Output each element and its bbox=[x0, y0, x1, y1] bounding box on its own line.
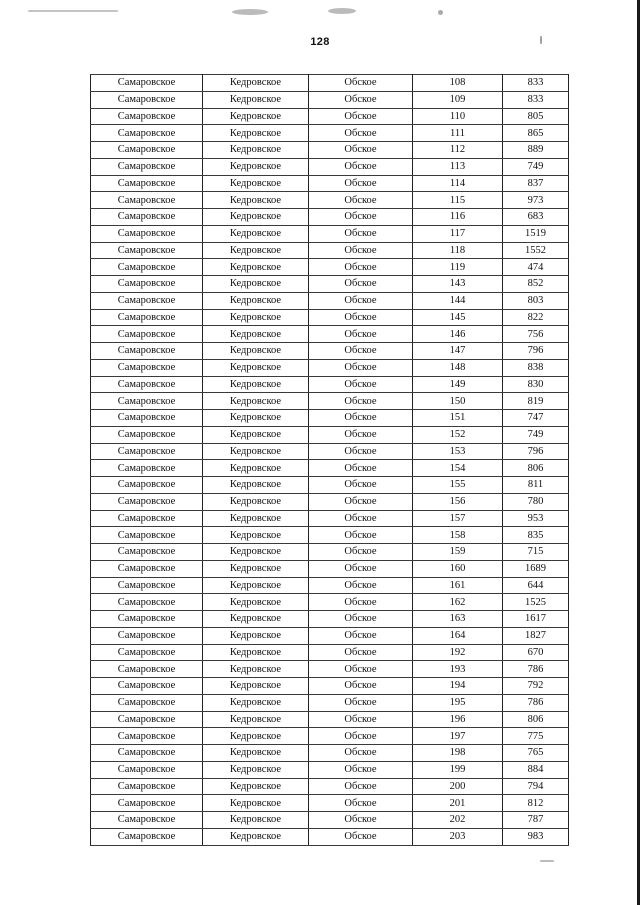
cell-location: Обское bbox=[309, 544, 413, 561]
cell-location: Обское bbox=[309, 594, 413, 611]
cell-district: Самаровское bbox=[91, 477, 203, 494]
cell-district: Самаровское bbox=[91, 410, 203, 427]
table-row bbox=[91, 142, 569, 159]
cell-subdistrict: Кедровское bbox=[203, 142, 309, 159]
cell-district: Самаровское bbox=[91, 493, 203, 510]
cell-district: Самаровское bbox=[91, 376, 203, 393]
cell-subdistrict: Кедровское bbox=[203, 611, 309, 628]
cell-subdistrict: Кедровское bbox=[203, 694, 309, 711]
cell-location: Обское bbox=[309, 158, 413, 175]
cell-plot-number: 108 bbox=[413, 75, 503, 92]
cell-plot-number: 162 bbox=[413, 594, 503, 611]
table-row bbox=[91, 125, 569, 142]
cell-district: Самаровское bbox=[91, 812, 203, 829]
table-row bbox=[91, 426, 569, 443]
table-row bbox=[91, 761, 569, 778]
cell-area: 796 bbox=[503, 443, 569, 460]
cell-district: Самаровское bbox=[91, 510, 203, 527]
cell-area: 1617 bbox=[503, 611, 569, 628]
cell-subdistrict: Кедровское bbox=[203, 225, 309, 242]
cell-subdistrict: Кедровское bbox=[203, 778, 309, 795]
cell-subdistrict: Кедровское bbox=[203, 560, 309, 577]
cell-subdistrict: Кедровское bbox=[203, 460, 309, 477]
cell-district: Самаровское bbox=[91, 158, 203, 175]
plot-table-body bbox=[91, 75, 569, 846]
cell-district: Самаровское bbox=[91, 611, 203, 628]
cell-district: Самаровское bbox=[91, 242, 203, 259]
table-row bbox=[91, 75, 569, 92]
cell-area: 683 bbox=[503, 209, 569, 226]
table-row bbox=[91, 393, 569, 410]
table-row bbox=[91, 158, 569, 175]
cell-plot-number: 152 bbox=[413, 426, 503, 443]
table-row bbox=[91, 410, 569, 427]
cell-location: Обское bbox=[309, 812, 413, 829]
table-row bbox=[91, 108, 569, 125]
cell-district: Самаровское bbox=[91, 544, 203, 561]
cell-district: Самаровское bbox=[91, 225, 203, 242]
table-row bbox=[91, 678, 569, 695]
table-row bbox=[91, 309, 569, 326]
cell-subdistrict: Кедровское bbox=[203, 527, 309, 544]
cell-plot-number: 111 bbox=[413, 125, 503, 142]
cell-area: 837 bbox=[503, 175, 569, 192]
cell-location: Обское bbox=[309, 276, 413, 293]
cell-subdistrict: Кедровское bbox=[203, 443, 309, 460]
table-row bbox=[91, 175, 569, 192]
cell-plot-number: 156 bbox=[413, 493, 503, 510]
cell-subdistrict: Кедровское bbox=[203, 393, 309, 410]
cell-district: Самаровское bbox=[91, 728, 203, 745]
cell-subdistrict: Кедровское bbox=[203, 761, 309, 778]
cell-district: Самаровское bbox=[91, 527, 203, 544]
cell-area: 749 bbox=[503, 158, 569, 175]
cell-district: Самаровское bbox=[91, 259, 203, 276]
cell-plot-number: 153 bbox=[413, 443, 503, 460]
table-row bbox=[91, 343, 569, 360]
cell-plot-number: 109 bbox=[413, 91, 503, 108]
cell-location: Обское bbox=[309, 728, 413, 745]
cell-plot-number: 146 bbox=[413, 326, 503, 343]
cell-area: 806 bbox=[503, 460, 569, 477]
cell-area: 973 bbox=[503, 192, 569, 209]
cell-subdistrict: Кедровское bbox=[203, 728, 309, 745]
table-row bbox=[91, 577, 569, 594]
cell-subdistrict: Кедровское bbox=[203, 426, 309, 443]
table-row bbox=[91, 276, 569, 293]
cell-area: 765 bbox=[503, 745, 569, 762]
cell-plot-number: 149 bbox=[413, 376, 503, 393]
cell-area: 889 bbox=[503, 142, 569, 159]
cell-plot-number: 164 bbox=[413, 627, 503, 644]
cell-area: 1552 bbox=[503, 242, 569, 259]
cell-subdistrict: Кедровское bbox=[203, 108, 309, 125]
cell-district: Самаровское bbox=[91, 108, 203, 125]
cell-district: Самаровское bbox=[91, 393, 203, 410]
cell-subdistrict: Кедровское bbox=[203, 326, 309, 343]
cell-subdistrict: Кедровское bbox=[203, 158, 309, 175]
cell-area: 794 bbox=[503, 778, 569, 795]
table-row bbox=[91, 728, 569, 745]
cell-area: 715 bbox=[503, 544, 569, 561]
cell-plot-number: 196 bbox=[413, 711, 503, 728]
table-row bbox=[91, 493, 569, 510]
cell-location: Обское bbox=[309, 493, 413, 510]
cell-location: Обское bbox=[309, 91, 413, 108]
table-row bbox=[91, 209, 569, 226]
cell-plot-number: 163 bbox=[413, 611, 503, 628]
cell-location: Обское bbox=[309, 627, 413, 644]
cell-location: Обское bbox=[309, 242, 413, 259]
cell-area: 833 bbox=[503, 75, 569, 92]
cell-subdistrict: Кедровское bbox=[203, 493, 309, 510]
table-row bbox=[91, 192, 569, 209]
cell-district: Самаровское bbox=[91, 627, 203, 644]
cell-subdistrict: Кедровское bbox=[203, 410, 309, 427]
table-row bbox=[91, 812, 569, 829]
table-row bbox=[91, 694, 569, 711]
cell-plot-number: 151 bbox=[413, 410, 503, 427]
cell-area: 1525 bbox=[503, 594, 569, 611]
cell-plot-number: 117 bbox=[413, 225, 503, 242]
cell-plot-number: 195 bbox=[413, 694, 503, 711]
cell-area: 786 bbox=[503, 661, 569, 678]
cell-plot-number: 198 bbox=[413, 745, 503, 762]
cell-location: Обское bbox=[309, 611, 413, 628]
scan-speck bbox=[540, 860, 554, 862]
cell-area: 670 bbox=[503, 644, 569, 661]
cell-subdistrict: Кедровское bbox=[203, 661, 309, 678]
cell-area: 838 bbox=[503, 359, 569, 376]
page-number: 128 bbox=[310, 36, 330, 48]
cell-subdistrict: Кедровское bbox=[203, 91, 309, 108]
cell-location: Обское bbox=[309, 326, 413, 343]
cell-location: Обское bbox=[309, 343, 413, 360]
cell-location: Обское bbox=[309, 577, 413, 594]
cell-plot-number: 157 bbox=[413, 510, 503, 527]
cell-district: Самаровское bbox=[91, 661, 203, 678]
cell-subdistrict: Кедровское bbox=[203, 477, 309, 494]
cell-area: 792 bbox=[503, 678, 569, 695]
cell-subdistrict: Кедровское bbox=[203, 276, 309, 293]
cell-location: Обское bbox=[309, 125, 413, 142]
cell-location: Обское bbox=[309, 75, 413, 92]
cell-district: Самаровское bbox=[91, 125, 203, 142]
cell-location: Обское bbox=[309, 410, 413, 427]
table-row bbox=[91, 460, 569, 477]
table-row bbox=[91, 544, 569, 561]
table-row bbox=[91, 745, 569, 762]
cell-area: 852 bbox=[503, 276, 569, 293]
cell-plot-number: 110 bbox=[413, 108, 503, 125]
cell-district: Самаровское bbox=[91, 745, 203, 762]
cell-location: Обское bbox=[309, 359, 413, 376]
cell-location: Обское bbox=[309, 460, 413, 477]
cell-location: Обское bbox=[309, 259, 413, 276]
cell-district: Самаровское bbox=[91, 326, 203, 343]
cell-subdistrict: Кедровское bbox=[203, 594, 309, 611]
cell-location: Обское bbox=[309, 745, 413, 762]
cell-area: 812 bbox=[503, 795, 569, 812]
cell-plot-number: 150 bbox=[413, 393, 503, 410]
cell-area: 780 bbox=[503, 493, 569, 510]
cell-plot-number: 118 bbox=[413, 242, 503, 259]
cell-subdistrict: Кедровское bbox=[203, 192, 309, 209]
cell-subdistrict: Кедровское bbox=[203, 644, 309, 661]
cell-district: Самаровское bbox=[91, 460, 203, 477]
scan-speck bbox=[232, 9, 268, 15]
table-row bbox=[91, 259, 569, 276]
cell-area: 749 bbox=[503, 426, 569, 443]
cell-subdistrict: Кедровское bbox=[203, 259, 309, 276]
cell-district: Самаровское bbox=[91, 678, 203, 695]
cell-plot-number: 114 bbox=[413, 175, 503, 192]
cell-district: Самаровское bbox=[91, 359, 203, 376]
cell-plot-number: 199 bbox=[413, 761, 503, 778]
table-row bbox=[91, 477, 569, 494]
cell-area: 756 bbox=[503, 326, 569, 343]
cell-district: Самаровское bbox=[91, 75, 203, 92]
cell-plot-number: 147 bbox=[413, 343, 503, 360]
cell-plot-number: 192 bbox=[413, 644, 503, 661]
cell-location: Обское bbox=[309, 443, 413, 460]
cell-plot-number: 200 bbox=[413, 778, 503, 795]
cell-district: Самаровское bbox=[91, 175, 203, 192]
table-row bbox=[91, 527, 569, 544]
cell-district: Самаровское bbox=[91, 276, 203, 293]
cell-location: Обское bbox=[309, 393, 413, 410]
cell-location: Обское bbox=[309, 477, 413, 494]
table-row bbox=[91, 359, 569, 376]
cell-plot-number: 115 bbox=[413, 192, 503, 209]
cell-area: 884 bbox=[503, 761, 569, 778]
table-row bbox=[91, 611, 569, 628]
cell-plot-number: 155 bbox=[413, 477, 503, 494]
cell-plot-number: 116 bbox=[413, 209, 503, 226]
cell-area: 775 bbox=[503, 728, 569, 745]
cell-subdistrict: Кедровское bbox=[203, 343, 309, 360]
cell-district: Самаровское bbox=[91, 443, 203, 460]
cell-subdistrict: Кедровское bbox=[203, 678, 309, 695]
plot-table-grid bbox=[90, 74, 569, 846]
cell-location: Обское bbox=[309, 527, 413, 544]
table-row bbox=[91, 376, 569, 393]
cell-area: 805 bbox=[503, 108, 569, 125]
table-row bbox=[91, 711, 569, 728]
cell-location: Обское bbox=[309, 510, 413, 527]
cell-district: Самаровское bbox=[91, 309, 203, 326]
cell-plot-number: 161 bbox=[413, 577, 503, 594]
cell-district: Самаровское bbox=[91, 426, 203, 443]
cell-district: Самаровское bbox=[91, 711, 203, 728]
cell-location: Обское bbox=[309, 142, 413, 159]
cell-subdistrict: Кедровское bbox=[203, 125, 309, 142]
scan-speck bbox=[328, 8, 356, 14]
cell-area: 819 bbox=[503, 393, 569, 410]
scan-speck bbox=[28, 10, 118, 12]
cell-area: 796 bbox=[503, 343, 569, 360]
cell-district: Самаровское bbox=[91, 91, 203, 108]
cell-subdistrict: Кедровское bbox=[203, 544, 309, 561]
cell-district: Самаровское bbox=[91, 644, 203, 661]
cell-area: 1689 bbox=[503, 560, 569, 577]
cell-district: Самаровское bbox=[91, 209, 203, 226]
cell-district: Самаровское bbox=[91, 577, 203, 594]
cell-location: Обское bbox=[309, 376, 413, 393]
cell-subdistrict: Кедровское bbox=[203, 376, 309, 393]
cell-location: Обское bbox=[309, 828, 413, 845]
cell-subdistrict: Кедровское bbox=[203, 577, 309, 594]
cell-area: 747 bbox=[503, 410, 569, 427]
cell-location: Обское bbox=[309, 711, 413, 728]
cell-subdistrict: Кедровское bbox=[203, 795, 309, 812]
cell-area: 1519 bbox=[503, 225, 569, 242]
cell-plot-number: 145 bbox=[413, 309, 503, 326]
cell-area: 833 bbox=[503, 91, 569, 108]
cell-location: Обское bbox=[309, 560, 413, 577]
cell-plot-number: 112 bbox=[413, 142, 503, 159]
table-row bbox=[91, 443, 569, 460]
cell-area: 1827 bbox=[503, 627, 569, 644]
cell-area: 953 bbox=[503, 510, 569, 527]
cell-location: Обское bbox=[309, 192, 413, 209]
cell-area: 644 bbox=[503, 577, 569, 594]
table-row bbox=[91, 627, 569, 644]
table-row bbox=[91, 292, 569, 309]
cell-location: Обское bbox=[309, 795, 413, 812]
table-row bbox=[91, 242, 569, 259]
cell-area: 806 bbox=[503, 711, 569, 728]
cell-plot-number: 143 bbox=[413, 276, 503, 293]
cell-district: Самаровское bbox=[91, 778, 203, 795]
cell-area: 822 bbox=[503, 309, 569, 326]
cell-location: Обское bbox=[309, 694, 413, 711]
cell-subdistrict: Кедровское bbox=[203, 209, 309, 226]
cell-plot-number: 202 bbox=[413, 812, 503, 829]
cell-location: Обское bbox=[309, 209, 413, 226]
cell-area: 803 bbox=[503, 292, 569, 309]
cell-plot-number: 201 bbox=[413, 795, 503, 812]
cell-location: Обское bbox=[309, 761, 413, 778]
cell-subdistrict: Кедровское bbox=[203, 75, 309, 92]
cell-subdistrict: Кедровское bbox=[203, 812, 309, 829]
cell-district: Самаровское bbox=[91, 828, 203, 845]
cell-location: Обское bbox=[309, 175, 413, 192]
cell-district: Самаровское bbox=[91, 761, 203, 778]
table-row bbox=[91, 91, 569, 108]
cell-plot-number: 154 bbox=[413, 460, 503, 477]
cell-subdistrict: Кедровское bbox=[203, 242, 309, 259]
cell-plot-number: 197 bbox=[413, 728, 503, 745]
cell-subdistrict: Кедровское bbox=[203, 711, 309, 728]
cell-subdistrict: Кедровское bbox=[203, 309, 309, 326]
cell-area: 865 bbox=[503, 125, 569, 142]
cell-plot-number: 144 bbox=[413, 292, 503, 309]
cell-subdistrict: Кедровское bbox=[203, 510, 309, 527]
table-row bbox=[91, 510, 569, 527]
cell-plot-number: 193 bbox=[413, 661, 503, 678]
cell-subdistrict: Кедровское bbox=[203, 359, 309, 376]
cell-district: Самаровское bbox=[91, 560, 203, 577]
cell-location: Обское bbox=[309, 661, 413, 678]
cell-plot-number: 194 bbox=[413, 678, 503, 695]
cell-subdistrict: Кедровское bbox=[203, 828, 309, 845]
cell-plot-number: 148 bbox=[413, 359, 503, 376]
cell-subdistrict: Кедровское bbox=[203, 175, 309, 192]
cell-location: Обское bbox=[309, 225, 413, 242]
cell-location: Обское bbox=[309, 678, 413, 695]
cell-district: Самаровское bbox=[91, 594, 203, 611]
cell-subdistrict: Кедровское bbox=[203, 627, 309, 644]
cell-district: Самаровское bbox=[91, 292, 203, 309]
cell-location: Обское bbox=[309, 108, 413, 125]
table-row bbox=[91, 326, 569, 343]
cell-location: Обское bbox=[309, 426, 413, 443]
table-row bbox=[91, 560, 569, 577]
cell-area: 811 bbox=[503, 477, 569, 494]
cell-area: 830 bbox=[503, 376, 569, 393]
table-row bbox=[91, 644, 569, 661]
cell-district: Самаровское bbox=[91, 192, 203, 209]
table-row bbox=[91, 661, 569, 678]
cell-area: 835 bbox=[503, 527, 569, 544]
cell-district: Самаровское bbox=[91, 343, 203, 360]
cell-location: Обское bbox=[309, 292, 413, 309]
table-row bbox=[91, 828, 569, 845]
cell-area: 474 bbox=[503, 259, 569, 276]
table-row bbox=[91, 225, 569, 242]
cell-area: 786 bbox=[503, 694, 569, 711]
cell-area: 787 bbox=[503, 812, 569, 829]
cell-plot-number: 158 bbox=[413, 527, 503, 544]
cell-plot-number: 203 bbox=[413, 828, 503, 845]
cell-district: Самаровское bbox=[91, 795, 203, 812]
cell-plot-number: 160 bbox=[413, 560, 503, 577]
cell-plot-number: 159 bbox=[413, 544, 503, 561]
cell-location: Обское bbox=[309, 778, 413, 795]
plot-table bbox=[90, 74, 568, 846]
cell-district: Самаровское bbox=[91, 694, 203, 711]
cell-subdistrict: Кедровское bbox=[203, 292, 309, 309]
table-row bbox=[91, 594, 569, 611]
cell-area: 983 bbox=[503, 828, 569, 845]
cell-location: Обское bbox=[309, 644, 413, 661]
cell-plot-number: 113 bbox=[413, 158, 503, 175]
cell-district: Самаровское bbox=[91, 142, 203, 159]
table-row bbox=[91, 778, 569, 795]
table-row bbox=[91, 795, 569, 812]
scan-speck bbox=[438, 10, 443, 15]
cell-plot-number: 119 bbox=[413, 259, 503, 276]
cell-location: Обское bbox=[309, 309, 413, 326]
cell-subdistrict: Кедровское bbox=[203, 745, 309, 762]
